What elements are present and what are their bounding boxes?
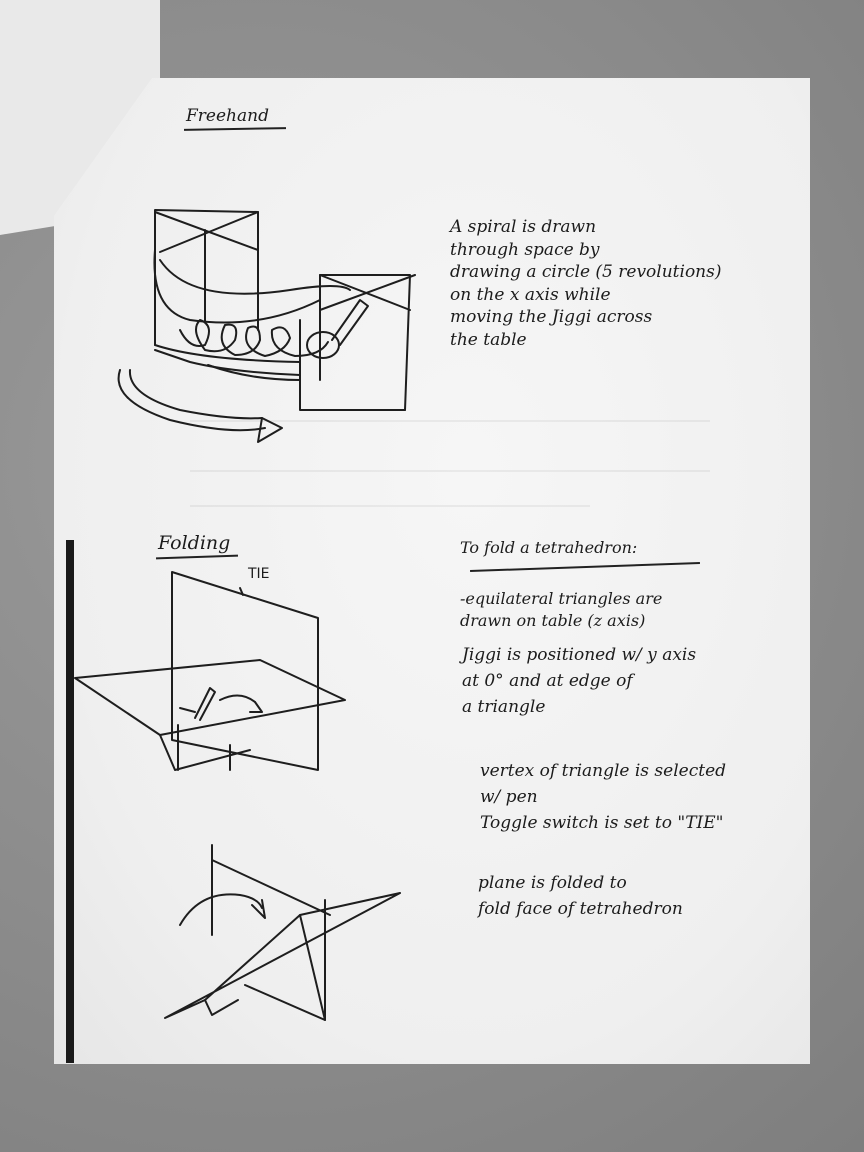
step3-line-1: vertex of triangle is selected (480, 761, 727, 781)
step1-line-2: drawn on table (z axis) (460, 611, 646, 630)
step2-line-3: a triangle (462, 697, 546, 717)
spiral-line-2: through space by (450, 239, 600, 260)
spiral-line-5: moving the Jiggi across (450, 307, 653, 327)
step3-line-3: Toggle switch is set to "TIE" (480, 813, 724, 833)
section-title-freehand: Freehand (186, 106, 269, 126)
folding-sketch-2 (165, 845, 400, 1020)
step2-line-1: Jiggi is positioned w/ y axis (462, 645, 697, 665)
spiral-line-3: drawing a circle (5 revolutions) (450, 262, 722, 282)
tetrahedron-heading: To fold a tetrahedron: (460, 538, 638, 557)
section-title-folding: Folding (158, 532, 231, 554)
spiral-sketch (119, 210, 415, 442)
step4-line-1: plane is folded to (478, 873, 627, 893)
step4-line-2: fold face of tetrahedron (478, 899, 683, 919)
step3-line-2: w/ pen (480, 787, 538, 807)
spiral-line-4: on the x axis while (450, 284, 611, 305)
step2-line-2: at 0° and at edge of (462, 671, 633, 691)
spiral-line-6: the table (450, 329, 527, 350)
tie-label: TIE (248, 566, 270, 582)
step1-line-1: -equilateral triangles are (460, 589, 663, 608)
spiral-line-1: A spiral is drawn (450, 217, 597, 237)
folding-sketch-1 (75, 572, 345, 770)
